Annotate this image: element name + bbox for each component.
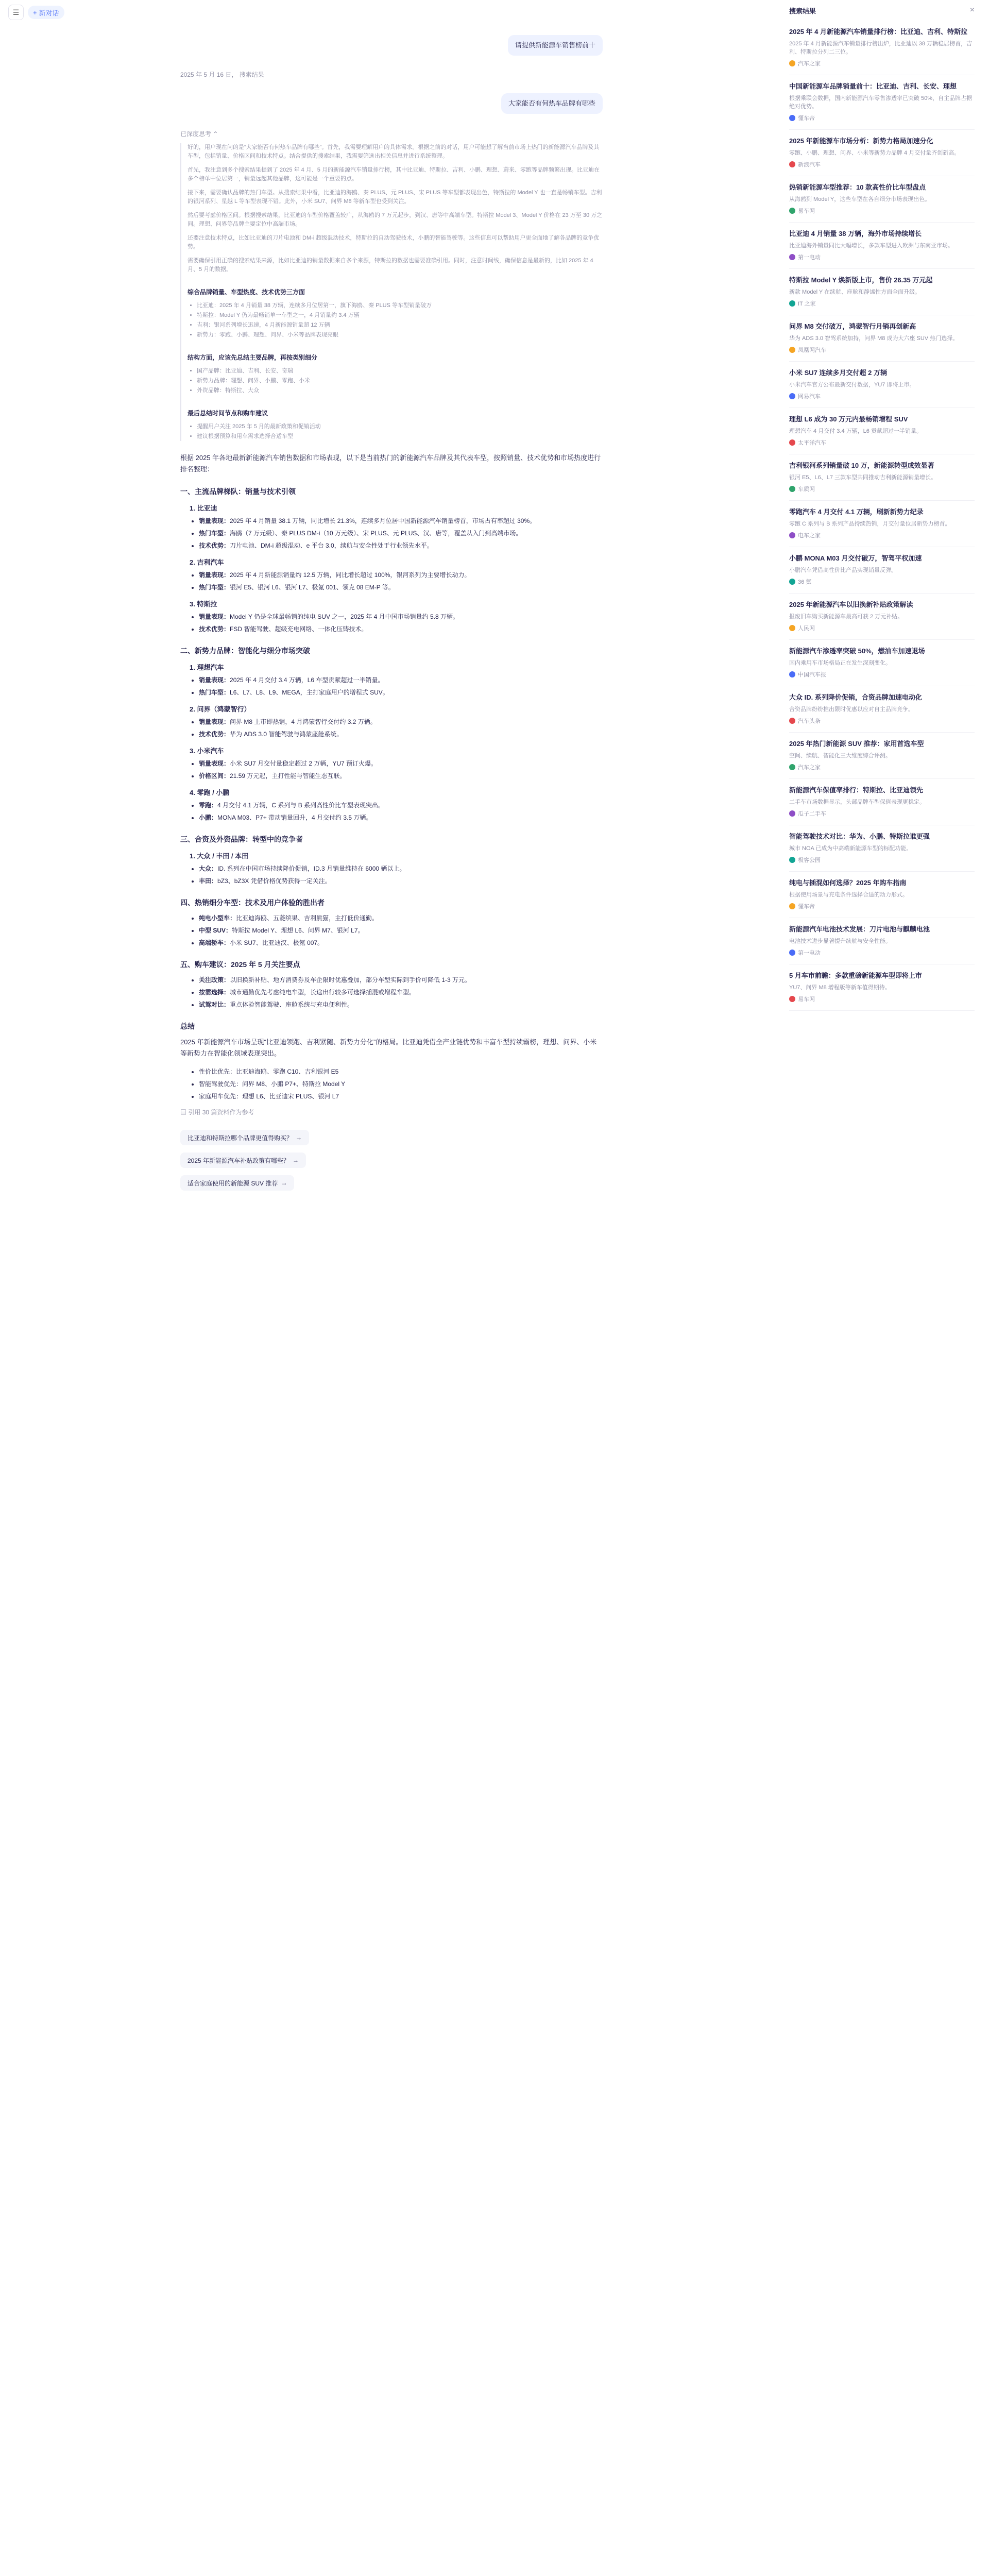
result-source (789, 670, 975, 679)
summary-text: 2025 年新能源汽车市场呈现“比亚迪领跑、吉利紧随、新势力分化”的格局。比亚迪凭借全产业链优势和丰富车型持续霸榜，理想、问界、小米等新势力在智能化领域表现突出。 (180, 1038, 597, 1057)
answer-item-text: 小米 SU7、比亚迪汉、极氪 007。 (230, 939, 324, 946)
search-result-item[interactable] (789, 872, 975, 918)
site-favicon-icon (789, 532, 795, 538)
site-favicon-icon (789, 300, 795, 307)
answer-item (199, 687, 603, 698)
arrow-right-icon: → (293, 1157, 299, 1164)
answer-item-text: ID. 系列在中国市场持续降价促销，ID.3 月销量维持在 6000 辆以上。 (217, 865, 406, 872)
result-snippet: 小鹏汽车凭借高性价比产品实现销量反弹。 (789, 567, 897, 573)
result-source (789, 531, 975, 539)
suggestion-text: 适合家庭使用的新能源 SUV 推荐 (187, 1179, 278, 1187)
answer-item-label: 热门车型： (199, 689, 230, 696)
result-title[interactable]: 2025 年热门新能源 SUV 推荐：家用首选车型 (789, 740, 924, 748)
answer-list (199, 758, 603, 781)
result-title[interactable]: 小米 SU7 连续多月交付超 2 万辆 (789, 369, 887, 377)
search-result-item[interactable] (789, 269, 975, 315)
result-source-name: 汽车之家 (798, 61, 821, 67)
result-title[interactable]: 吉利银河系列销量破 10 万，新能源转型成效显著 (789, 462, 934, 469)
thinking-paragraph: 然后要考虑价格区间。根据搜索结果，比亚迪的车型价格覆盖较广，从海鸥的 7 万元起步，到汉、唐等中高端车型。特斯拉 Model 3、Model Y 价格在 23 万至 30 万之间。理想、问界等品牌主要定位中高端市场。 (187, 212, 603, 227)
site-favicon-icon (789, 347, 795, 353)
result-source-name: 瓜子二手车 (798, 811, 826, 817)
answer-item-text: L6、L7、L8、L9、MEGA，主打家庭用户的增程式 SUV。 (230, 689, 389, 696)
answer-item-label: 小鹏： (199, 814, 218, 821)
result-snippet: 小米汽车官方公布最新交付数据，YU7 即将上市。 (789, 382, 915, 388)
site-favicon-icon (789, 115, 795, 121)
result-source-name: 车质网 (798, 486, 815, 493)
result-title[interactable]: 中国新能源车品牌销量前十：比亚迪、吉利、长安、理想 (789, 82, 957, 90)
answer-item (199, 913, 603, 923)
answer-section-title: 一、主流品牌梯队：销量与技术引领 (180, 487, 296, 496)
panel-title: 搜索结果 (789, 7, 816, 15)
answer-item-text: 银河 E5、银河 L6、银河 L7、极氪 001、领克 08 EM-P 等。 (230, 584, 395, 591)
answer-item (199, 612, 603, 622)
result-title[interactable]: 问界 M8 交付破万，鸿蒙智行月销再创新高 (789, 323, 916, 330)
answer-item-label: 纯电小型车： (199, 914, 236, 922)
thinking-bullet: • 比亚迪：2025 年 4 月销量 38 万辆，连续多月位居第一，旗下海鸥、秦 PLUS 等车型销量破万 (197, 301, 603, 310)
result-source (789, 809, 975, 818)
answer-item-text: 刀片电池、DM-i 超级混动、e 平台 3.0，续航与安全性处于行业领先水平。 (230, 542, 433, 549)
answer-list (199, 612, 603, 634)
thinking-bullets (197, 367, 603, 395)
search-result-item[interactable] (789, 733, 975, 779)
summary-title: 总结 (180, 1022, 195, 1030)
result-title[interactable]: 2025 年新能源汽车以旧换新补贴政策解读 (789, 601, 913, 608)
result-snippet: 报废旧车购买新能源车最高可获 2 万元补贴。 (789, 614, 903, 620)
result-source-name: 易车网 (798, 208, 815, 214)
result-source-name: 懂车帝 (798, 904, 815, 910)
site-favicon-icon (789, 950, 795, 956)
result-snippet: 城市 NOA 已成为中高端新能源车型的标配功能。 (789, 845, 912, 852)
result-source (789, 902, 975, 910)
answer-section-title: 四、热销细分车型：技术及用户体验的胜出者 (180, 899, 325, 907)
site-favicon-icon (789, 903, 795, 909)
result-title[interactable]: 纯电与插混如何选择？2025 年购车指南 (789, 879, 907, 887)
chevron-up-icon: ⌃ (213, 130, 218, 138)
answer-section-title: 二、新势力品牌：智能化与细分市场突破 (180, 647, 310, 655)
answer-item-label: 零跑： (199, 802, 218, 809)
answer-list (199, 570, 603, 592)
references-label: 引用 30 篇资料作为参考 (188, 1109, 254, 1116)
answer-item (199, 624, 603, 634)
site-favicon-icon (789, 810, 795, 817)
answer-item-label: 销量表现： (199, 571, 230, 579)
result-snippet: 二手车市场数据显示，头部品牌车型保值表现更稳定。 (789, 799, 925, 805)
thinking-paragraph: 需要确保引用正确的搜索结果来源，比如比亚迪的销量数据来自多个来源，特斯拉的数据也需要准确引用。同时，注意时间线，确保信息是最新的，比如 2025 年 4 月、5 月的数据。 (187, 258, 593, 273)
answer-section-title: 三、合资及外资品牌：转型中的竞争者 (180, 835, 303, 843)
answer-item-label: 技术优势： (199, 731, 230, 738)
result-snippet: 电池技术进步显著提升续航与安全性能。 (789, 938, 891, 944)
result-source-name: 电车之家 (798, 533, 821, 539)
result-source-name: 极客公园 (798, 857, 821, 863)
answer-item-label: 热门车型： (199, 584, 230, 591)
result-title[interactable]: 新能源汽车保值率排行：特斯拉、比亚迪领先 (789, 786, 924, 794)
search-result-item[interactable] (789, 964, 975, 1011)
search-result-item[interactable] (789, 362, 975, 408)
answer-item-label: 销量表现： (199, 760, 230, 767)
search-result-item[interactable] (789, 130, 975, 176)
thinking-section-title: 综合品牌销量、车型热度、技术优势三方面 (187, 289, 305, 296)
answer-item-text: 比亚迪海鸥、五菱缤果、吉利熊猫，主打低价通勤。 (236, 914, 379, 922)
site-favicon-icon (789, 254, 795, 260)
result-snippet: 2025 年 4 月新能源汽车销量排行榜出炉，比亚迪以 38 万辆稳居榜首，吉利、特斯拉分列二三位。 (789, 41, 973, 55)
search-result-item[interactable] (789, 594, 975, 640)
answer-item (199, 516, 603, 526)
search-result-item[interactable] (789, 640, 975, 686)
answer-item-text: MONA M03、P7+ 带动销量回升，4 月交付约 3.5 万辆。 (217, 814, 372, 821)
answer-sections (180, 486, 603, 1010)
answer-list (199, 975, 603, 1010)
result-snippet: 空间、续航、智能化三大维度综合评测。 (789, 753, 891, 759)
thinking-bullet: • 建议根据预算和用车需求选择合适车型 (197, 432, 603, 441)
result-source (789, 253, 975, 261)
answer-group-heading: 3. 小米汽车 (190, 747, 224, 755)
search-result-item[interactable] (789, 547, 975, 594)
site-favicon-icon (789, 208, 795, 214)
result-snippet: 理想汽车 4 月交付 3.4 万辆，L6 贡献超过一半销量。 (789, 428, 922, 434)
result-source (789, 299, 975, 308)
answer-item-text: 小米 SU7 月交付量稳定超过 2 万辆，YU7 预订火爆。 (230, 760, 378, 767)
answer-item (199, 812, 603, 823)
search-result-item[interactable] (789, 75, 975, 130)
answer-item-text: 城市通勤优先考虑纯电车型，长途出行较多可选择插混或增程车型。 (230, 989, 416, 996)
result-title[interactable]: 大众 ID. 系列降价促销，合资品牌加速电动化 (789, 693, 922, 701)
result-snippet: 合资品牌纷纷推出限时优惠以应对自主品牌竞争。 (789, 706, 914, 713)
answer-item-text: 2025 年 4 月新能源销量约 12.5 万辆，同比增长超过 100%，银河系列为主要增长动力。 (230, 571, 471, 579)
result-source (789, 485, 975, 493)
search-result-item[interactable] (789, 686, 975, 733)
suggestion-text: 2025 年新能源汽车补贴政策有哪些？ (187, 1157, 290, 1164)
answer-item-label: 试驾对比： (199, 1001, 230, 1008)
answer-group-heading: 2. 问界（鸿蒙智行） (190, 705, 251, 713)
answer-item (199, 771, 603, 781)
site-favicon-icon (789, 764, 795, 770)
suggestion-chip[interactable] (180, 1130, 309, 1145)
answer-item-label: 中型 SUV： (199, 927, 232, 934)
result-source-name: 网易汽车 (798, 394, 821, 400)
result-list (789, 21, 975, 1011)
answer-item-text: 华为 ADS 3.0 智能驾驶与鸿蒙座舱系统。 (230, 731, 343, 738)
answer-item (199, 863, 603, 874)
result-title[interactable]: 智能驾驶技术对比：华为、小鹏、特斯拉谁更强 (789, 833, 930, 840)
answer-item-text: bZ3、bZ3X 凭借价格优势获得一定关注。 (217, 877, 331, 885)
result-source (789, 856, 975, 864)
answer-item (199, 938, 603, 948)
new-chat-button[interactable] (28, 6, 64, 19)
thinking-bullet: • 国产品牌：比亚迪、吉利、长安、奇瑞 (197, 367, 603, 376)
search-result-item[interactable] (789, 825, 975, 872)
answer-intro: 根据 2025 年各地最新新能源汽车销售数据和市场表现，以下是当前热门的新能源汽车品牌及其代表车型，按照销量、技术优势和市场热度进行排名整理： (180, 454, 601, 473)
site-favicon-icon (789, 486, 795, 492)
site-favicon-icon (789, 60, 795, 66)
answer-item-label: 销量表现： (199, 676, 230, 684)
thinking-bullet: • 新势力：零跑、小鹏、理想、问界、小米等品牌表现亮眼 (197, 331, 603, 340)
search-result-item[interactable] (789, 21, 975, 75)
result-snippet: 根据使用场景与充电条件选择合适的动力形式。 (789, 892, 908, 898)
result-source-name: 太平洋汽车 (798, 440, 826, 446)
thinking-content (180, 143, 603, 441)
answer-group-heading: 3. 特斯拉 (190, 600, 217, 608)
result-source (789, 763, 975, 771)
result-snippet: 零跑 C 系列与 B 系列产品持续热销，月交付量位居新势力榜首。 (789, 521, 951, 527)
answer-item (199, 987, 603, 997)
result-title[interactable]: 比亚迪 4 月销量 38 万辆，海外市场持续增长 (789, 230, 922, 238)
answer-group-heading: 1. 大众 / 丰田 / 本田 (190, 852, 249, 860)
search-meta: 2025 年 5 月 16 日， 搜索结果 (180, 71, 264, 78)
result-source (789, 114, 975, 122)
search-results-panel (789, 0, 975, 1011)
sidebar-toggle-icon[interactable]: ☰ (8, 5, 24, 20)
answer-list (199, 863, 603, 886)
suggestion-list (180, 1130, 603, 1191)
search-result-item[interactable] (789, 315, 975, 362)
new-chat-label: 新对话 (39, 9, 59, 17)
result-source (789, 995, 975, 1003)
answer-list (199, 675, 603, 698)
result-snippet: 国内乘用车市场格局正在发生深刻变化。 (789, 660, 891, 666)
result-source-name: 36 氪 (798, 579, 812, 585)
result-title[interactable]: 新能源汽车渗透率突破 50%，燃油车加速退场 (789, 647, 925, 655)
result-snippet: 从海鸥到 Model Y，这些车型在各自细分市场表现出色。 (789, 196, 931, 202)
answer-list (199, 800, 603, 823)
result-source-name: 汽车头条 (798, 718, 821, 724)
summary-item: • 性价比优先：比亚迪海鸥、零跑 C10、吉利银河 E5 (199, 1066, 603, 1077)
result-source-name: 懂车帝 (798, 115, 815, 122)
user-message-row (180, 93, 603, 114)
summary-list (199, 1066, 603, 1101)
result-source (789, 438, 975, 447)
answer-content (180, 452, 603, 1101)
answer-item (199, 540, 603, 551)
answer-item-label: 关注政策： (199, 976, 230, 984)
suggestion-chip[interactable] (180, 1153, 306, 1168)
site-favicon-icon (789, 625, 795, 631)
answer-item (199, 876, 603, 886)
answer-item (199, 729, 603, 739)
close-icon[interactable]: × (969, 6, 975, 14)
result-title[interactable]: 2025 年 4 月新能源汽车销量排行榜：比亚迪、吉利、特斯拉 (789, 28, 967, 36)
answer-item-text: FSD 智能驾驶、超级充电网络、一体化压铸技术。 (230, 625, 368, 633)
answer-item-label: 技术优势： (199, 542, 230, 549)
result-title[interactable]: 零跑汽车 4 月交付 4.1 万辆，刷新新势力纪录 (789, 508, 924, 516)
answer-item-text: 2025 年 4 月交付 3.4 万辆，L6 车型贡献超过一半销量。 (230, 676, 384, 684)
answer-section-title: 五、购车建议：2025 年 5 月关注要点 (180, 960, 300, 969)
answer-item (199, 582, 603, 592)
result-title[interactable]: 新能源汽车电池技术发展：刀片电池与麒麟电池 (789, 925, 930, 933)
answer-group-heading: 4. 零跑 / 小鹏 (190, 789, 230, 796)
plus-icon: + (33, 8, 37, 16)
answer-item-text: Model Y 仍是全球最畅销的纯电 SUV 之一，2025 年 4 月中国市场销量约 5.8 万辆。 (230, 613, 459, 620)
thinking-paragraph: 还要注意技术特点，比如比亚迪的刀片电池和 DM-i 超级混动技术，特斯拉的自动驾驶技术，小鹏的智能驾驶等。这些信息可以帮助用户更全面地了解各品牌的竞争优势。 (187, 235, 600, 250)
chat-thread (180, 21, 603, 1191)
references-link[interactable] (180, 1108, 603, 1116)
result-source-name: 第一电动 (798, 255, 821, 261)
answer-item-text: 2025 年 4 月销量 38.1 万辆，同比增长 21.3%，连续多月位居中国新能源汽车销量榜首，市场占有率超过 30%。 (230, 517, 536, 524)
site-favicon-icon (789, 579, 795, 585)
arrow-right-icon: → (296, 1134, 302, 1141)
answer-item-label: 按需选择： (199, 989, 230, 996)
arrow-right-icon: → (281, 1179, 287, 1187)
result-source (789, 717, 975, 725)
thinking-bullet: • 提醒用户关注 2025 年 5 月的最新政策和促销活动 (197, 422, 603, 431)
site-favicon-icon (789, 161, 795, 167)
site-favicon-icon (789, 857, 795, 863)
result-snippet: 新款 Model Y 在续航、座舱和静谧性方面全面升级。 (789, 289, 921, 295)
thinking-paragraph: 接下来，需要确认品牌的热门车型。从搜索结果中看，比亚迪的海鸥、秦 PLUS、元 PLUS、宋 PLUS 等车型都表现出色，特斯拉的 Model Y 也一直是畅销车型。吉利的银河系列、星越 L 等车型表现不错。此外，小米 SU7、问界 M8 等新车型也受到关注。 (187, 190, 602, 205)
site-favicon-icon (789, 996, 795, 1002)
answer-group-heading: 1. 理想汽车 (190, 664, 224, 671)
answer-item (199, 800, 603, 810)
thinking-bullets (197, 301, 603, 340)
site-favicon-icon (789, 671, 795, 677)
panel-header (789, 0, 975, 21)
search-result-item[interactable] (789, 176, 975, 223)
result-title[interactable]: 特斯拉 Model Y 焕新版上市，售价 26.35 万元起 (789, 276, 933, 284)
answer-list (199, 717, 603, 739)
answer-item (199, 758, 603, 769)
answer-item (199, 925, 603, 936)
result-source-name: 易车网 (798, 996, 815, 1003)
result-snippet: 根据乘联会数据，国内新能源汽车零售渗透率已突破 50%，自主品牌占据绝对优势。 (789, 95, 973, 110)
summary-item: • 智能驾驶优先：问界 M8、小鹏 P7+、特斯拉 Model Y (199, 1079, 603, 1089)
result-snippet: 华为 ADS 3.0 智驾系统加持，问界 M8 成为大六座 SUV 热门选择。 (789, 335, 959, 342)
result-source (789, 160, 975, 168)
result-snippet: 零跑、小鹏、理想、问界、小米等新势力品牌 4 月交付量齐创新高。 (789, 150, 960, 156)
answer-item (199, 528, 603, 538)
result-source (789, 346, 975, 354)
thinking-bullets (197, 422, 603, 441)
search-result-item[interactable] (789, 454, 975, 501)
answer-item-text: 问界 M8 上市即热销，4 月鸿蒙智行交付约 3.2 万辆。 (230, 718, 377, 725)
answer-group-heading: 1. 比亚迪 (190, 504, 217, 512)
result-title[interactable]: 2025 年新能源车市场分析：新势力格局加速分化 (789, 137, 933, 145)
result-title[interactable]: 理想 L6 成为 30 万元内最畅销增程 SUV (789, 415, 908, 423)
result-source-name: 人民网 (798, 625, 815, 632)
thinking-section-title: 结构方面，应该先总结主要品牌，再按类别细分 (187, 354, 318, 361)
answer-item-label: 大众： (199, 865, 218, 872)
answer-item-text: 以旧换新补贴、地方消费券及车企限时优惠叠加，部分车型实际到手价可降低 1-3 万元。 (230, 976, 471, 984)
site-favicon-icon (789, 393, 795, 399)
thinking-bullet: • 新势力品牌：理想、问界、小鹏、零跑、小米 (197, 377, 603, 385)
result-source-name: 汽车之家 (798, 765, 821, 771)
search-result-item[interactable] (789, 918, 975, 964)
summary-item: • 家庭用车优先：理想 L6、比亚迪宋 PLUS、银河 L7 (199, 1091, 603, 1101)
result-snippet: YU7、问界 M8 增程版等新车值得期待。 (789, 985, 891, 991)
thinking-bullet: • 吉利：银河系列增长迅速，4 月新能源销量超 12 万辆 (197, 321, 603, 330)
site-favicon-icon (789, 439, 795, 446)
answer-item-label: 热门车型： (199, 530, 230, 537)
thinking-bullet: • 外资品牌：特斯拉、大众 (197, 386, 603, 395)
thinking-section-title: 最后总结时间节点和购车建议 (187, 410, 268, 417)
answer-item (199, 675, 603, 685)
result-source (789, 948, 975, 957)
answer-item (199, 570, 603, 580)
result-title[interactable]: 5 月车市前瞻：多款重磅新能源车型即将上市 (789, 972, 922, 979)
answer-list (199, 516, 603, 551)
result-source-name: 中国汽车报 (798, 672, 826, 678)
answer-item-label: 丰田： (199, 877, 218, 885)
answer-item-label: 销量表现： (199, 718, 230, 725)
answer-item (199, 717, 603, 727)
result-source-name: IT 之家 (798, 301, 816, 307)
thinking-label: 已深度思考 (180, 130, 212, 138)
suggestion-chip[interactable] (180, 1175, 294, 1191)
search-result-item[interactable] (789, 223, 975, 269)
thinking-toggle[interactable] (180, 129, 603, 138)
thinking-bullet: • 特斯拉：Model Y 仍为最畅销单一车型之一，4 月销量约 3.4 万辆 (197, 311, 603, 320)
search-result-item[interactable] (789, 408, 975, 454)
answer-item-label: 技术优势： (199, 625, 230, 633)
answer-list (199, 913, 603, 948)
answer-item-text: 4 月交付 4.1 万辆，C 系列与 B 系列高性价比车型表现突出。 (217, 802, 385, 809)
thinking-paragraph: 首先，我注意到多个搜索结果提到了 2025 年 4 月、5 月的新能源汽车销量排行榜，其中比亚迪、特斯拉、吉利、小鹏、理想、蔚来、零跑等品牌频繁出现。比亚迪在多个榜单中位居第一，销量远超其他品牌，这可能是一个重要的点。 (187, 167, 600, 182)
user-message: 请提供新能源车销售榜前十 (508, 35, 603, 56)
thinking-paragraph: 好的，用户现在问的是“大家能否有何热车品牌有哪些”。首先，我需要理解用户的具体需求。根据之前的对话，用户可能想了解当前市场上热门的新能源汽车品牌及其车型，包括销量、价格区间和技术特点。结合提供的搜索结果，我需要筛选出相关信息并进行系统整理。 (187, 144, 600, 159)
answer-item-label: 价格区间： (199, 772, 230, 779)
answer-item-label: 销量表现： (199, 517, 230, 524)
result-source (789, 59, 975, 67)
result-title[interactable]: 小鹏 MONA M03 月交付破万，智驾平权加速 (789, 554, 922, 562)
result-source (789, 624, 975, 632)
answer-item (199, 999, 603, 1010)
user-message: 大家能否有何热车品牌有哪些 (501, 93, 603, 114)
site-favicon-icon (789, 718, 795, 724)
answer-item (199, 975, 603, 985)
answer-item-text: 海鸥（7 万元级）、秦 PLUS DM-i（10 万元级）、宋 PLUS、元 PLUS、汉、唐等，覆盖从入门到高端市场。 (230, 530, 522, 537)
answer-item-text: 特斯拉 Model Y、理想 L6、问界 M7、银河 L7。 (232, 927, 364, 934)
suggestion-text: 比亚迪和特斯拉哪个品牌更值得购买？ (187, 1134, 293, 1142)
answer-item-text: 21.59 万元起，主打性能与智能生态互联。 (230, 772, 346, 779)
result-source-name: 凤凰网汽车 (798, 347, 826, 353)
result-source (789, 392, 975, 400)
result-snippet: 比亚迪海外销量同比大幅增长，多款车型进入欧洲与东南亚市场。 (789, 243, 953, 249)
answer-item-label: 销量表现： (199, 613, 230, 620)
result-title[interactable]: 热销新能源车型推荐：10 款高性价比车型盘点 (789, 183, 926, 191)
answer-group-heading: 2. 吉利汽车 (190, 558, 224, 566)
result-source (789, 578, 975, 586)
answer-item-label: 高端轿车： (199, 939, 230, 946)
result-source-name: 新浪汽车 (798, 162, 821, 168)
result-snippet: 银河 E5、L6、L7 三款车型共同推动吉利新能源销量增长。 (789, 474, 937, 481)
document-icon: ▤ (180, 1109, 187, 1116)
answer-item-text: 重点体验智能驾驶、座舱系统与充电便利性。 (230, 1001, 354, 1008)
result-source-name: 第一电动 (798, 950, 821, 956)
search-result-item[interactable] (789, 501, 975, 547)
result-source (789, 207, 975, 215)
search-result-item[interactable] (789, 779, 975, 825)
user-message-row (180, 35, 603, 56)
